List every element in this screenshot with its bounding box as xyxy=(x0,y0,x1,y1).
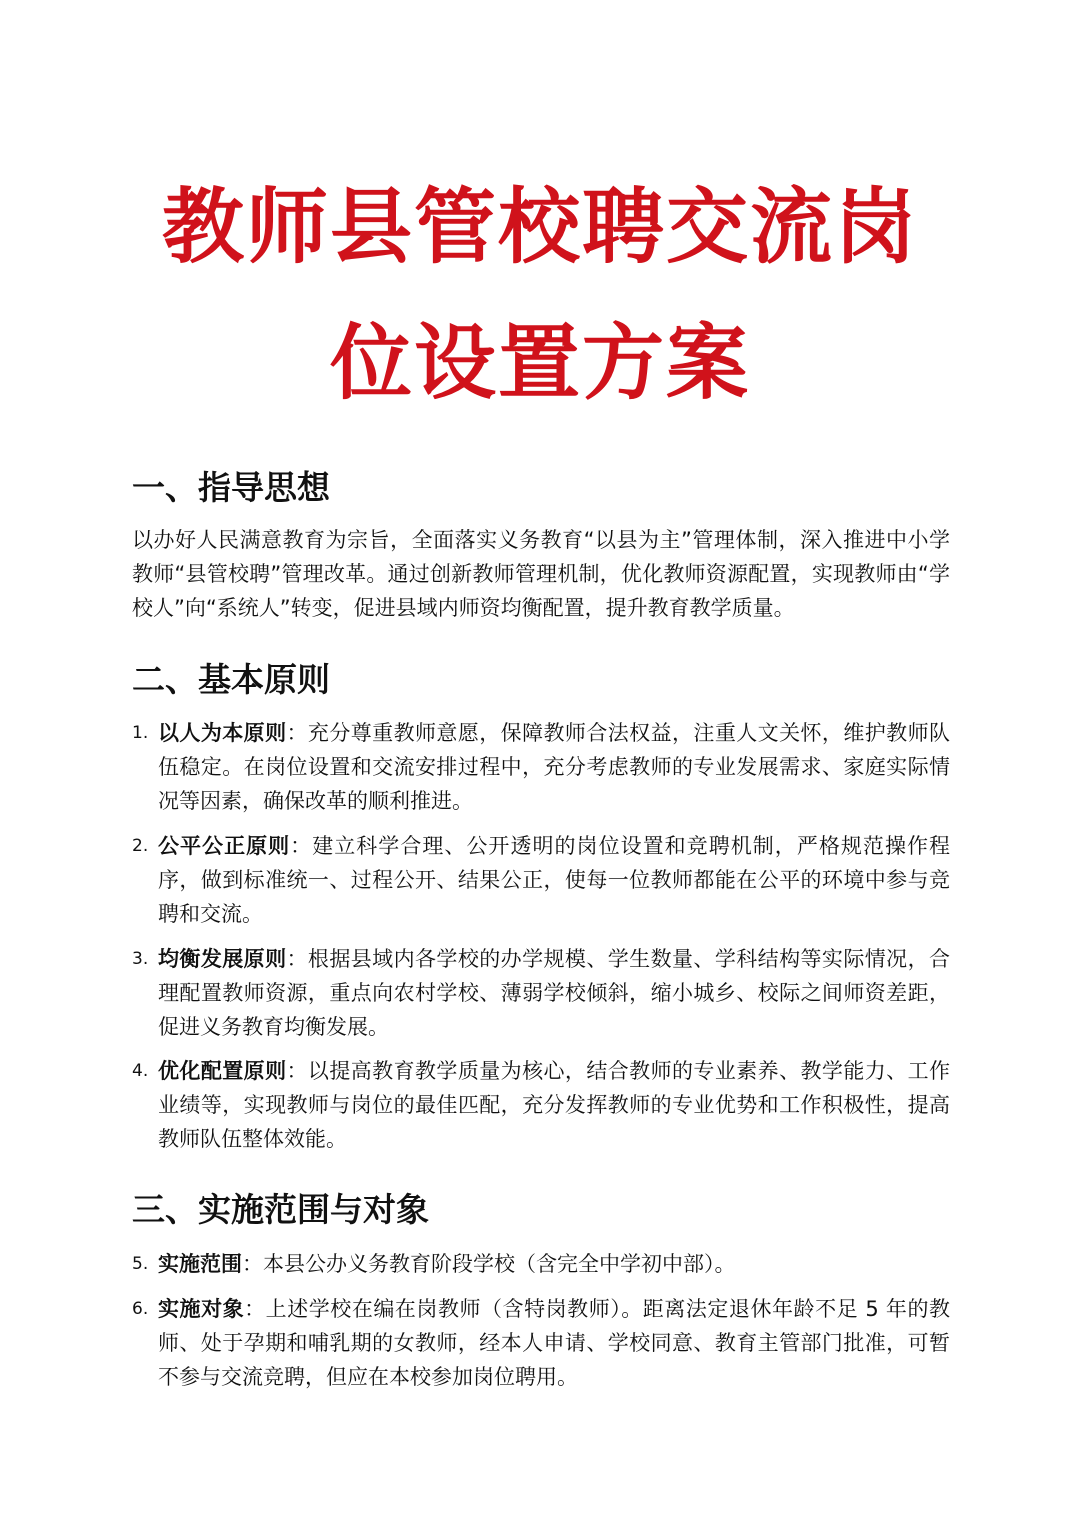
list-item-label: 优化配置原则 xyxy=(158,1059,287,1083)
list-item-label: 实施对象 xyxy=(158,1297,245,1321)
list-item-number: 3. xyxy=(132,949,149,969)
list-item-text: ：充分尊重教师意愿，保障教师合法权益，注重人文关怀，维护教师队伍稳定。在岗位设置和交流安排过程中，充分考虑教师的专业发展需求、家庭实际情况等因素，确保改革的顺利推进。 xyxy=(158,721,950,813)
list-item-text: ：以提高教育教学质量为核心，结合教师的专业素养、教学能力、工作业绩等，实现教师与岗位的最佳匹配，充分发挥教师的专业优势和工作积极性，提高教师队伍整体效能。 xyxy=(158,1059,950,1151)
list-item-number: 1. xyxy=(132,723,149,743)
list-item xyxy=(132,716,950,818)
list-item-text: ：本县公办义务教育阶段学校（含完全中学初中部）。 xyxy=(242,1252,736,1276)
list-item-text: ：根据县域内各学校的办学规模、学生数量、学科结构等实际情况，合理配置教师资源，重点向农村学校、薄弱学校倾斜，缩小城乡、校际之间师资差距，促进义务教育均衡发展。 xyxy=(158,947,950,1039)
list-item-number: 2. xyxy=(132,836,149,856)
title-line-2: 位设置方案 xyxy=(329,316,750,411)
title-line-1: 教师县管校聘交流岗 xyxy=(161,180,918,275)
list-item-label: 均衡发展原则 xyxy=(158,947,287,971)
list-item-text: ：上述学校在编在岗教师（含特岗教师）。距离法定退休年龄不足 5 年的教师、处于孕期和哺乳期的女教师，经本人申请、学校同意、教育主管部门批准，可暂不参与交流竞聘，但应在本校参加岗位聘用。 xyxy=(158,1297,950,1389)
section-heading-basic-principles: 二、基本原则 xyxy=(132,660,330,699)
section-heading-scope-and-targets: 三、实施范围与对象 xyxy=(132,1190,429,1229)
list-item xyxy=(132,942,950,1044)
document-title xyxy=(130,160,950,432)
list-item xyxy=(132,1247,950,1281)
list-item-label: 以人为本原则 xyxy=(158,721,287,745)
list-item-number: 4. xyxy=(132,1061,149,1081)
list-item-label: 实施范围 xyxy=(158,1252,242,1276)
list-item xyxy=(132,1054,950,1156)
section-heading-guiding-ideology: 一、指导思想 xyxy=(132,468,330,507)
list-item-number: 5. xyxy=(132,1254,149,1274)
list-item-number: 6. xyxy=(132,1299,149,1319)
section-paragraph-guiding-ideology: 以办好人民满意教育为宗旨，全面落实义务教育“以县为主”管理体制，深入推进中小学教师“县管校聘”管理改革。通过创新教师管理机制，优化教师资源配置，实现教师由“学校人”向“系统人”转变，促进县域内师资均衡配置，提升教育教学质量。 xyxy=(132,528,950,620)
list-item xyxy=(132,829,950,931)
list-item xyxy=(132,1292,950,1394)
list-item-text: ：建立科学合理、公开透明的岗位设置和竞聘机制，严格规范操作程序，做到标准统一、过程公开、结果公正，使每一位教师都能在公平的环境中参与竞聘和交流。 xyxy=(158,834,950,926)
list-item-label: 公平公正原则 xyxy=(158,834,291,858)
